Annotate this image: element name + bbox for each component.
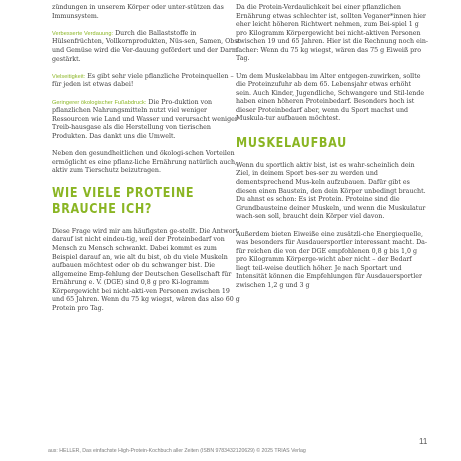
benefit-ecology-text: Die Pro-duktion von pflanzlichen Nahrungsmitteln nutzt viel weniger Ressourcen wie Land und Wasser und verursacht weniger Treib-hausgase als die Herstellung von tierischen Produkten. Das dankt uns die Umwelt. (52, 98, 238, 140)
benefit-ecology-lead: Geringerer ökologischer Fußabdruck: (52, 99, 147, 106)
benefit-ecology (52, 99, 241, 142)
footer-credit: aus: HELLER, Das einfachste High-Protein-Kochbuch aller Zeiten (ISBN 9783432120629) © 2025 TRIAS Verlag (48, 448, 306, 454)
benefit-digestion (52, 30, 241, 64)
protein-need-paragraph: Diese Frage wird mir am häufigsten ge-stellt. Die Antwort darauf ist nicht eindeu-tig, weil der Proteinbedarf von Mensch zu Mensch schwankt. Dabei kommt es zum Beispiel darauf an, wie alt du bist, ob du viele Muskeln aufbauen möchtest oder ob du schwanger bist. Die allgemeine Emp-fehlung der Deutschen Gesellschaft für Ernährung e. V. (DGE) sind 0,8 g pro Ki-logramm Körpergewicht bei nicht-akti-ven Personen zwischen 19 und 65 Jahren. Wenn du 75 kg wiegst, wären das also 60 g Protein pro Tag. (52, 227, 240, 312)
section-heading-muscle-building: MUSKELAUFBAU (236, 135, 347, 151)
benefit-versatility-text: Es gibt sehr viele pflanzliche Proteinquellen – für jeden ist etwas dabei! (52, 72, 234, 89)
muscle-loss-age-paragraph: Um dem Muskelabbau im Alter entgegen-zuwirken, sollte die Proteinzufuhr ab dem 65. Lebensjahr etwas erhöht sein. Auch Kinder, Jugendliche, Schwangere und Stil-lende haben einen höheren Proteinbedarf. Besonders hoch ist dieser Proteinbedarf aber, wenn du Sport machst und Muskula-tur aufbauen möchtest. (236, 72, 425, 123)
intro-paragraph: zündungen in unserem Körper oder unter-stützen das Immunsystem. (52, 4, 224, 20)
benefit-versatility (52, 73, 241, 90)
sport-paragraph: Wenn du sportlich aktiv bist, ist es wahr-scheinlich dein Ziel, in deinem Sport bes-ser zu werden und dementsprechend Mus-keln aufzubauen. Dafür gibt es diesen einen Baustein, den dein Körper unbedingt braucht. Du ahnst es schon: Es ist Protein. Proteine sind die Grundbausteine deiner Muskeln, und wenn die Muskulatur wach-sen soll, braucht dein Körper viel davon. (236, 161, 426, 221)
right-column (236, 4, 428, 299)
page-number: 11 (419, 437, 428, 446)
benefit-digestion-lead: Verbesserte Verdauung: (52, 30, 114, 37)
section-heading-protein-need: WIE VIELE PROTEINE BRAUCHE ICH? (52, 185, 195, 217)
endurance-paragraph: Außerdem bieten Eiweiße eine zusätzli-che Energiequelle, was besonders für Ausdauersportler interessant macht. Da-für reichen die von der DGE empfohlenen 0,8 g bis 1,0 g pro Kilogramm Körperge-wicht aber nicht – der Bedarf liegt teil-weise deutlich höher. Je nach Sportart und Intensität können die Empfehlungen für Ausdauersportler zwischen 1,2 g und 3 g (236, 230, 428, 289)
benefit-digestion-text: Durch die Ballaststoffe in Hülsenfrüchten, Vollkornprodukten, Nüs-sen, Samen, Obst und Gemüse wird die Ver-dauung gefördert und der Darm gestärkt. (52, 29, 241, 63)
animal-welfare-paragraph: Neben den gesundheitlichen und ökologi-schen Vorteilen ermöglicht es eine pflanz-liche Ernährung natürlich auch, aktiv zum Tierschutz beizutragen. (52, 150, 238, 175)
left-column (52, 4, 241, 322)
benefit-versatility-lead: Vielseitigkeit: (52, 73, 86, 80)
vegan-digestibility-paragraph: Da die Protein-Verdaulichkeit bei einer pflanzlichen Ernährung etwas schlechter ist, sollten Veganer*innen hier eher leicht höheren Richtwert nehmen, zum Bei-spiel 1 g pro Kilogramm Körpergewicht bei nicht-aktiven Personen zwischen 19 und 65 Jahren. Hier ist die Rechnung noch ein-facher: Wenn du 75 kg wiegst, wären das 75 g Eiweiß pro Tag. (236, 4, 429, 63)
